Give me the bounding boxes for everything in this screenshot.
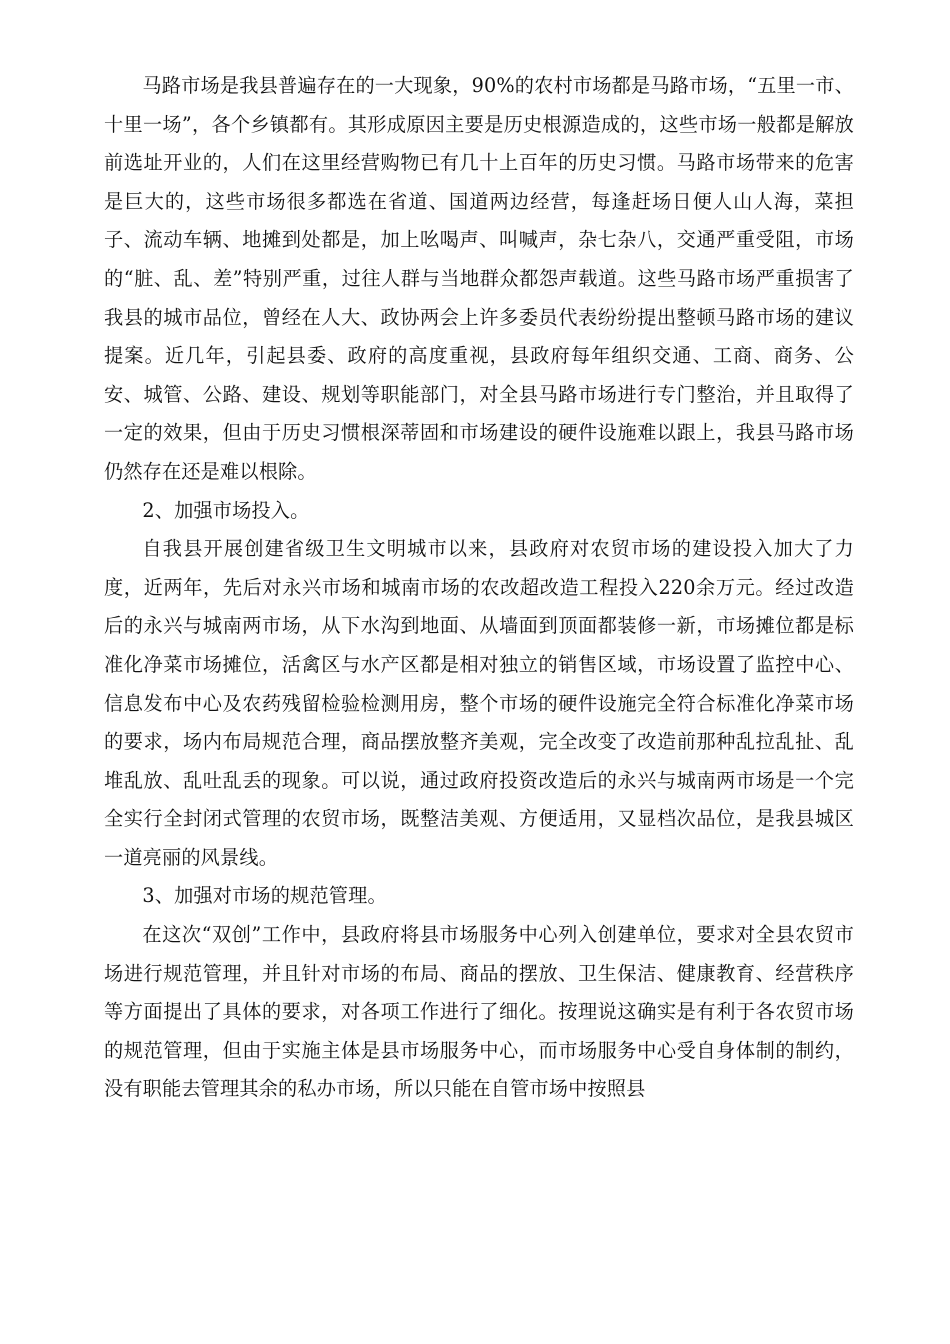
paragraph-market-investment: 自我县开展创建省级卫生文明城市以来，县政府对农贸市场的建设投入加大了力度，近两年，先后对永兴市场和城南市场的农改超改造工程投入220余万元。经过改造后的永兴与城南两市场，从下水沟到地面、从墙面到顶面都装修一新，市场摊位都是标准化净菜市场摊位，活禽区与水产区都是相对独立的销售区域，市场设置了监控中心、信息发布中心及农药残留检验检测用房，整个市场的硬件设施完全符合标准化净菜市场的要求，场内布局规范合理，商品摆放整齐美观，完全改变了改造前那种乱拉乱扯、乱堆乱放、乱吐乱丢的现象。可以说，通过政府投资改造后的永兴与城南两市场是一个完全实行全封闭式管理的农贸市场，既整洁美观、方便适用，又显档次品位，是我县城区一道亮丽的风景线。 — [104, 537, 854, 869]
paragraph-road-markets: 马路市场是我县普遍存在的一大现象，90%的农村市场都是马路市场，“五里一市、十里一场”，各个乡镇都有。其形成原因主要是历史根源造成的，这些市场一般都是解放前选址开业的，人们在这里经营购物已有几十上百年的历史习惯。马路市场带来的危害是巨大的，这些市场很多都选在省道、国道两边经营，每逢赶场日便人山人海，菜担子、流动车辆、地摊到处都是，加上吆喝声、叫喊声，杂七杂八，交通严重受阻，市场的“脏、乱、差”特别严重，过往人群与当地群众都怨声载道。这些马路市场严重损害了我县的城市品位，曾经在人大、政协两会上许多委员代表纷纷提出整顿马路市场的建议提案。近几年，引起县委、政府的高度重视，县政府每年组织交通、工商、商务、公安、城管、公路、建设、规划等职能部门，对全县马路市场进行专门整治，并且取得了一定的效果，但由于历史习惯根深蒂固和市场建设的硬件设施难以跟上，我县马路市场仍然存在还是难以根除。 — [104, 74, 854, 483]
paragraph-market-management: 在这次“双创”工作中，县政府将县市场服务中心列入创建单位，要求对全县农贸市场进行规范管理，并且针对市场的布局、商品的摆放、卫生保洁、健康教育、经营秩序等方面提出了具体的要求，对各项工作进行了细化。按理说这确实是有利于各农贸市场的规范管理，但由于实施主体是县市场服务中心，而市场服务中心受自身体制的制约，没有职能去管理其余的私办市场，所以只能在自管市场中按照县 — [104, 923, 854, 1101]
heading-market-management: 3、加强对市场的规范管理。 — [142, 884, 387, 908]
document-body — [104, 67, 854, 1109]
heading-market-investment: 2、加强市场投入。 — [142, 498, 310, 522]
